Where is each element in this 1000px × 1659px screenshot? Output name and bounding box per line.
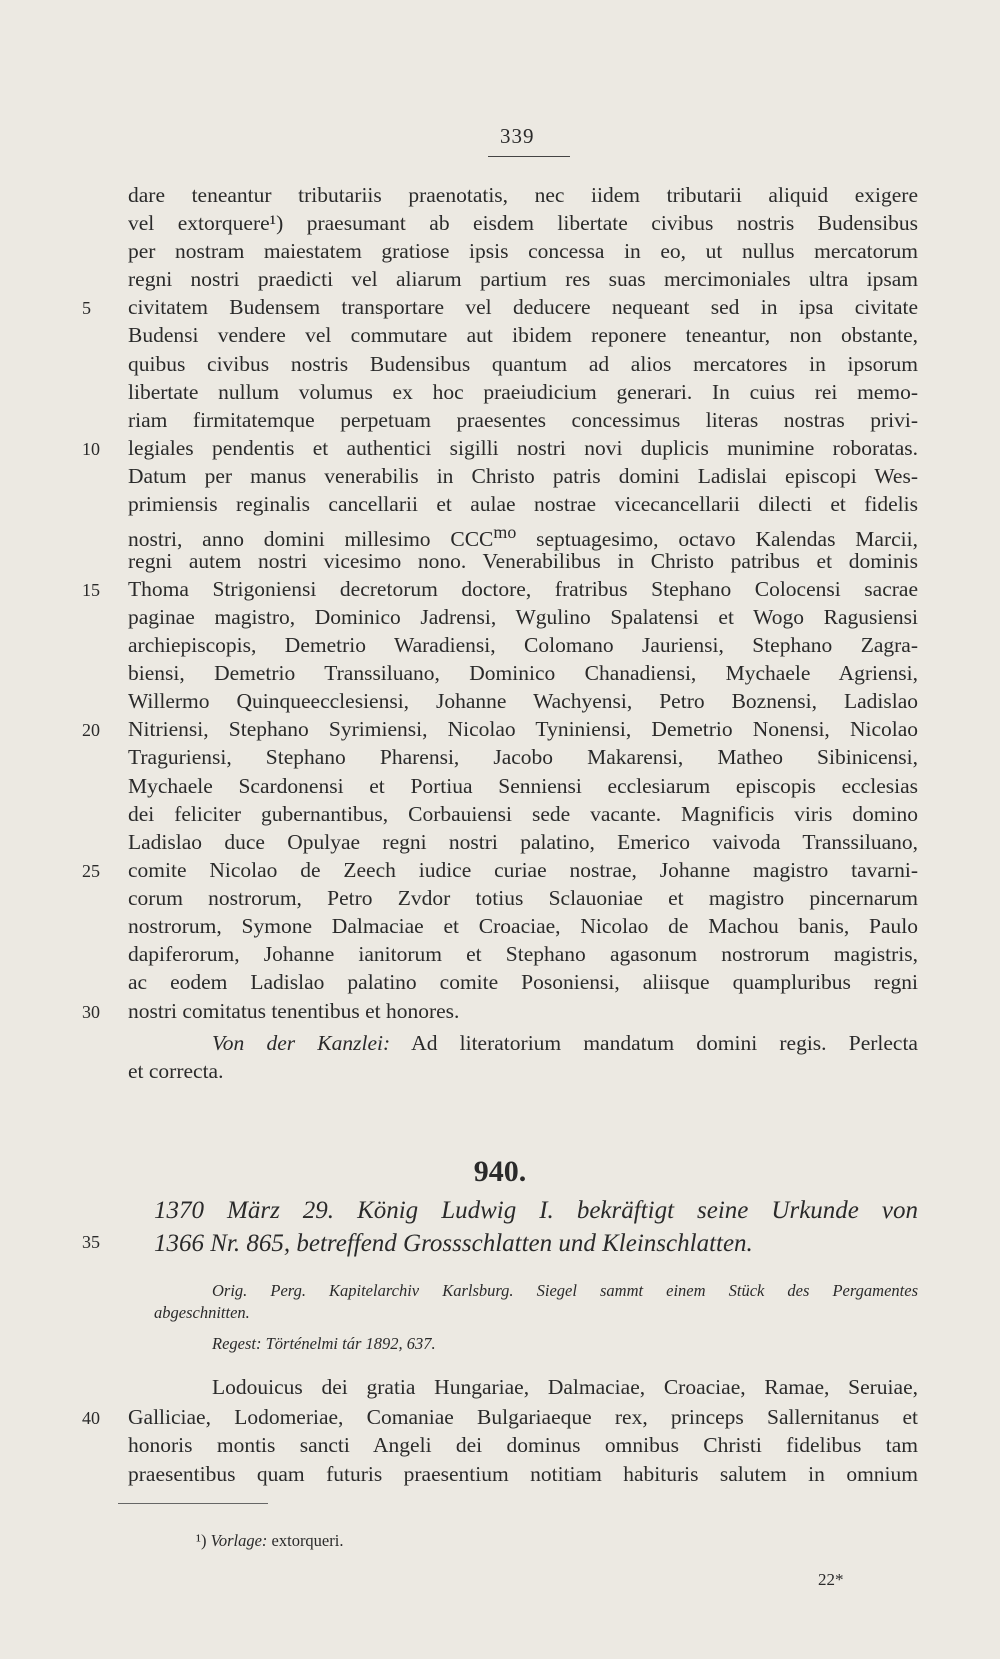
text-line: regni autem nostri vicesimo nono. Venerabilibus in Christo patribus et dominis	[128, 549, 918, 573]
line-number: 15	[82, 580, 100, 600]
chancery-note-end: et correcta.	[128, 1059, 224, 1083]
line-number: 10	[82, 439, 100, 459]
footnote-text: extorqueri.	[271, 1531, 344, 1550]
text-line: per nostram maiestatem gratiose ipsis concessa in eo, ut nullus mercatorum	[128, 239, 918, 263]
text-line: honoris montis sancti Angeli dei dominus omnibus Christi fidelibus tam	[128, 1433, 918, 1457]
text-line: dei feliciter gubernantibus, Corbauiensi sede vacante. Magnificis viris domino	[128, 802, 918, 826]
page-number-rule	[488, 156, 570, 157]
text-line: dapiferorum, Johanne ianitorum et Stephano agasonum nostrorum magistris,	[128, 942, 918, 966]
text-line: riam firmitatemque perpetuam praesentes concessimus literas nostras privi-	[128, 408, 918, 432]
chancery-note-text: Ad literatorium mandatum domini regis. Perlecta	[411, 1031, 918, 1055]
line-number: 40	[82, 1408, 100, 1428]
text-line: civitatem Budensem transportare vel deducere nequeant sed in ipsa civitate	[128, 295, 918, 319]
line-number: 35	[82, 1232, 100, 1252]
footnote-label: Vorlage:	[210, 1531, 268, 1550]
footnote-rule	[118, 1503, 268, 1504]
text-line: Lodouicus dei gratia Hungariae, Dalmaciae, Croaciae, Ramae, Seruiae,	[212, 1375, 918, 1399]
text-line: Datum per manus venerabilis in Christo patris domini Ladislai episcopi Wes-	[128, 464, 918, 488]
text-line: Willermo Quinqueecclesiensi, Johanne Wachyensi, Petro Boznensi, Ladislao	[128, 689, 918, 713]
footnote	[196, 1530, 343, 1552]
text-line: Traguriensi, Stephano Pharensi, Jacobo Makarensi, Matheo Sibinicensi,	[128, 745, 918, 769]
chancery-note-label: Von der Kanzlei:	[212, 1031, 391, 1055]
document-heading-line: 1366 Nr. 865, betreffend Grossschlatten und Kleinschlatten.	[154, 1230, 753, 1257]
source-note: Orig. Perg. Kapitelarchiv Karlsburg. Siegel sammt einem Stück des Pergamentes	[212, 1281, 918, 1300]
text-line: legiales pendentis et authentici sigilli nostri novi duplicis munimine roboratas.	[128, 436, 918, 460]
text-line: archiepiscopis, Demetrio Waradiensi, Colomano Jauriensi, Stephano Zagra-	[128, 633, 918, 657]
text-line: comite Nicolao de Zeech iudice curiae nostrae, Johanne magistro tavarni-	[128, 858, 918, 882]
text-line: libertate nullum volumus ex hoc praeiudicium generari. In cuius rei memo-	[128, 380, 918, 404]
text-line: ac eodem Ladislao palatino comite Posoniensi, aliisque quampluribus regni	[128, 970, 918, 994]
footnote-marker: ¹)	[196, 1531, 207, 1550]
page-number: 339	[500, 124, 535, 148]
line-number: 5	[82, 298, 91, 318]
text-line: Nitriensi, Stephano Syrimiensi, Nicolao Tyniniensi, Demetrio Nonensi, Nicolao	[128, 717, 918, 741]
line-number: 20	[82, 720, 100, 740]
text-line: nostri, anno domini millesimo $CCC^{mo}$ septuagesimo, octavo Kalendas Marcii,	[128, 522, 918, 552]
text-line: nostri comitatus tenentibus et honores.	[128, 999, 460, 1023]
regest-note: Regest: Történelmi tár 1892, 637.	[212, 1334, 436, 1353]
text-line: Galliciae, Lodomeriae, Comaniae Bulgariaeque rex, princeps Sallernitanus et	[128, 1405, 918, 1429]
text-line: corum nostrorum, Petro Zvdor totius Sclauoniae et magistro pincernarum	[128, 886, 918, 910]
chancery-note	[212, 1029, 918, 1057]
text-line: Budensi vendere vel commutare aut ibidem reponere teneantur, non obstante,	[128, 323, 918, 347]
text-line: Ladislao duce Opulyae regni nostri palatino, Emerico vaivoda Transsiluano,	[128, 830, 918, 854]
text-line: praesentibus quam futuris praesentium notitiam habituris salutem in omnium	[128, 1462, 918, 1486]
text-line: nostrorum, Symone Dalmaciae et Croaciae, Nicolao de Machou banis, Paulo	[128, 914, 918, 938]
text-line: quibus civibus nostris Budensibus quantum ad alios mercatores in ipsorum	[128, 352, 918, 376]
text-line: primiensis reginalis cancellarii et aulae nostrae vicecancellarii dilecti et fidelis	[128, 492, 918, 516]
text-line: dare teneantur tributariis praenotatis, nec iidem tributarii aliquid exigere	[128, 183, 918, 207]
line-number: 30	[82, 1002, 100, 1022]
text-line: biensi, Demetrio Transsiluano, Dominico Chanadiensi, Mychaele Agriensi,	[128, 661, 918, 685]
text-line: Mychaele Scardonensi et Portiua Senniensi ecclesiarum episcopis ecclesias	[128, 774, 918, 798]
text-line: paginae magistro, Dominico Jadrensi, Wgulino Spalatensi et Wogo Ragusiensi	[128, 605, 918, 629]
text-line: vel extorquere¹) praesumant ab eisdem libertate civibus nostris Budensibus	[128, 211, 918, 235]
document-number: 940.	[473, 1155, 527, 1188]
text-line: Thoma Strigoniensi decretorum doctore, fratribus Stephano Colocensi sacrae	[128, 577, 918, 601]
document-heading-line: 1370 März 29. König Ludwig I. bekräftigt seine Urkunde von	[154, 1197, 918, 1224]
source-note: abgeschnitten.	[154, 1303, 250, 1322]
line-number: 25	[82, 861, 100, 881]
text-line: regni nostri praedicti vel aliarum partium res suas mercimoniales ultra ipsam	[128, 267, 918, 291]
signature-mark: 22*	[818, 1570, 844, 1589]
